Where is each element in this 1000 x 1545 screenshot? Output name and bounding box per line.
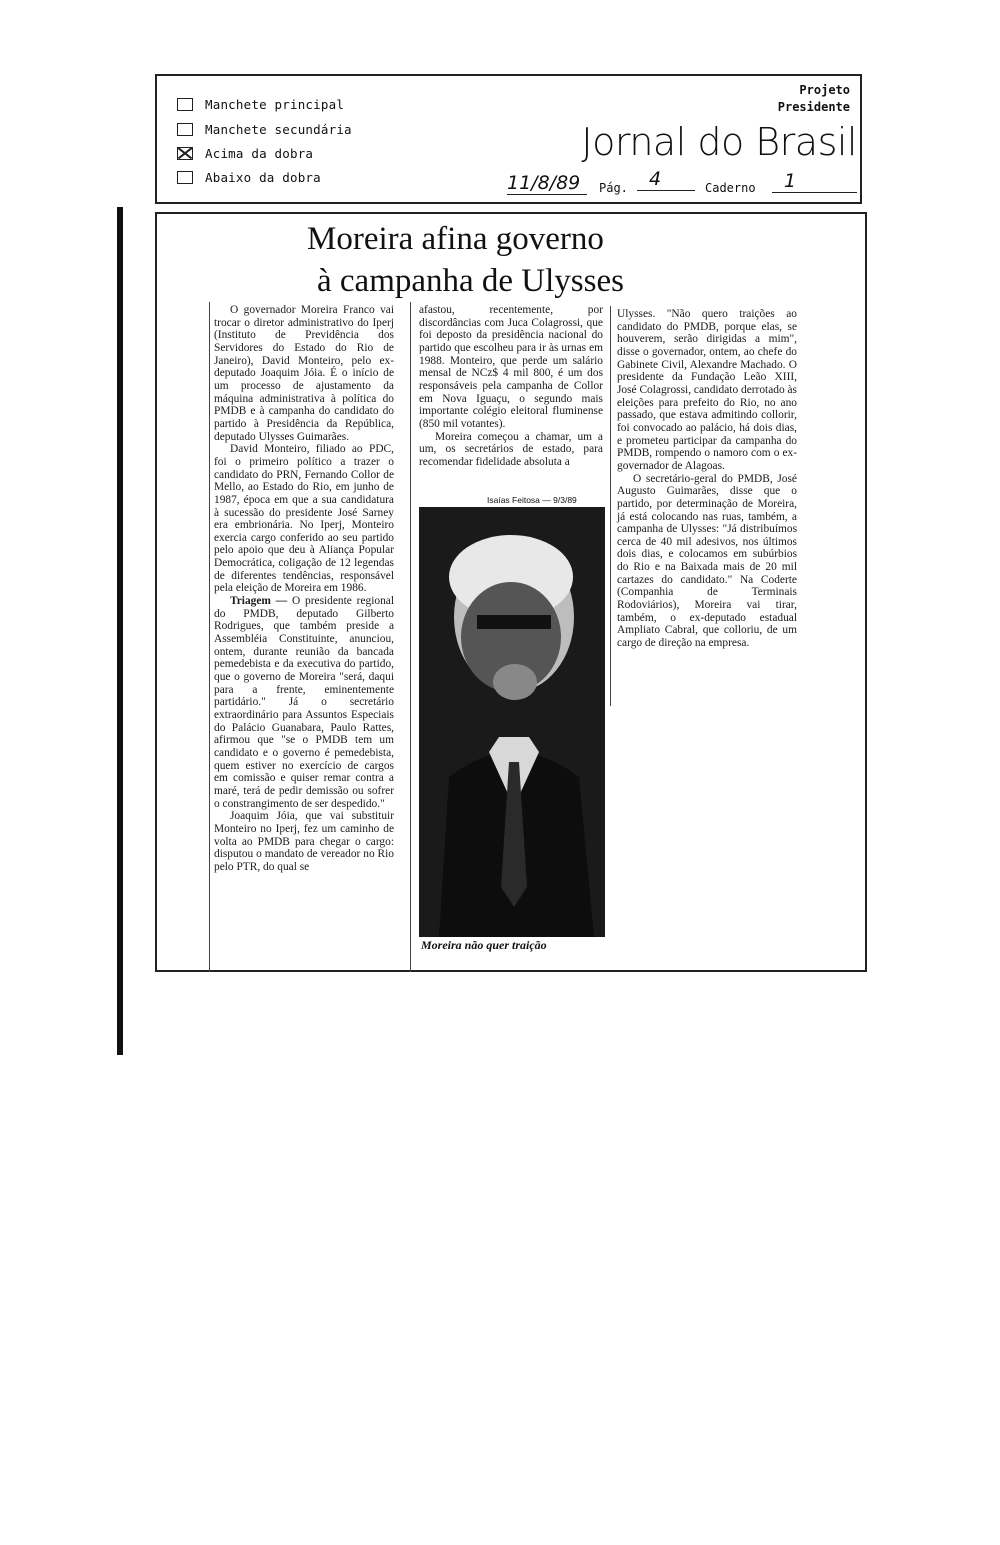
paragraph: afastou, recentemente, por discordâncias com Juca Colagrossi, que foi deposto da presidência nacional do partido que escolheu para ir às urnas em 1988. Monteiro, que perde um salário mensal de NCz$ 4 mil 800, é um dos responsáveis pela campanha de Collor em Nova Iguaçu, o segundo mais importante colégio eleitoral fluminense (850 mil votantes).: [419, 304, 603, 430]
date-value: 11/8/89: [507, 172, 587, 195]
paragraph: O secretário-geral do PMDB, José Augusto Guimarães, disse que o partido, por determinação de Moreira, já está colocando nas ruas, também, a campanha de Ulysses: "Já distribuímos cerca de 40 mil adesivos, nos últimos dois dias, e colocamos em subúrbios do Rio e na Baixada mais de 20 mil cartazes do candidato." Na Coderte (Companhia de Terminais Rodoviários), Moreira vai tirar, também, o ex-deputado estadual Ampliato Cabral, que colloriu, de um cargo de direção na empresa.: [617, 472, 797, 650]
column-rule: [610, 306, 611, 706]
checkbox-label: Manchete secundária: [205, 121, 352, 137]
headline-line-2: à campanha de Ulysses: [317, 263, 624, 299]
column-rule: [410, 302, 411, 972]
page-value: 4: [637, 168, 695, 191]
checkbox-box[interactable]: [177, 123, 193, 136]
section-value: 1: [772, 170, 857, 193]
page-label: Pág.: [599, 181, 628, 195]
paragraph-triagem: [214, 595, 394, 810]
photo-caption: Moreira não quer traição: [421, 938, 547, 952]
checkbox-box[interactable]: [177, 98, 193, 111]
subhead-triagem: Triagem —: [230, 595, 288, 608]
article-column-3: [617, 308, 797, 650]
portrait-image: [419, 507, 605, 937]
portrait-photo: [419, 507, 605, 937]
checkbox-box[interactable]: [177, 171, 193, 184]
checkbox-label: Manchete principal: [205, 96, 345, 112]
checkbox-manchete-principal[interactable]: [177, 94, 344, 114]
checkbox-abaixo-da-dobra[interactable]: [177, 167, 321, 187]
project-line-2: Presidente: [777, 100, 850, 114]
newspaper-masthead: Jornal do Brasil: [581, 120, 857, 164]
column-rule: [209, 302, 210, 972]
article-clipping: [155, 212, 867, 972]
paragraph: David Monteiro, filiado ao PDC, foi o primeiro político a trazer o candidato do PRN, Fernando Collor de Mello, ao Estado do Rio, em junho de 1987, época em que a sua candidatura à sucessão do presidente José Sarney era embrionária. No Iperj, Monteiro exercia cargo conferido ao seu partido pelo apoio que deu à Aliança Popular Democrática, coligação de 12 legendas de diferentes tendências, responsável pela eleição de Moreira em 1986.: [214, 443, 394, 595]
checkbox-acima-da-dobra[interactable]: [177, 143, 313, 163]
checkbox-label: Abaixo da dobra: [205, 169, 321, 185]
checkbox-manchete-secundaria[interactable]: [177, 119, 352, 139]
checked-checkbox-icon[interactable]: [177, 147, 193, 160]
article-column-2: [419, 304, 603, 469]
project-label: [778, 82, 850, 116]
project-line-1: Projeto: [799, 83, 850, 97]
paragraph-text: O presidente regional do PMDB, deputado Gilberto Rodrigues, que também preside a Assembléia Constituinte, anunciou, ontem, durante reunião da bancada pemedebista e da executiva do partido, que o governo de Moreira "será, daqui para a frente, eminentemente partidário." Já o secretário extraordinário para Assuntos Especiais do Palácio Guanabara, Paulo Rattes, afirmou que "se o PMDB tem um candidato e o governo é pemedebista, quem estiver no exercício de cargos em comissão e quiser remar contra a maré, terá de pedir demissão ou sofrer o constrangimento de ser despedido.": [214, 595, 394, 810]
headline-line-1: Moreira afina governo: [307, 221, 604, 257]
paragraph: Ulysses. "Não quero traições ao candidato do PMDB, porque elas, se houverem, serão dirigidas a mim", disse o governador, ontem, ao chefe do Gabinete Civil, Alexandre Machado. O presidente da Fundação Leão XIII, José Colagrossi, candidato derrotado às eleições para prefeito do Rio, no ano passado, que estava admitindo collorir, foi convocado ao palácio, há dois dias, e prometeu participar da campanha do PMDB, rompendo o namoro com o ex-governador de Alagoas.: [617, 308, 797, 472]
paragraph: Joaquim Jóia, que vai substituir Monteiro no Iperj, fez um caminho de volta ao PMDB para chegar o cargo: disputou o mandato de vereador no Rio pelo PTR, do qual se: [214, 810, 394, 873]
paragraph: O governador Moreira Franco vai trocar o diretor administrativo do Iperj (Instituto de Previdência dos Servidores do Estado do Rio de Janeiro), David Monteiro, pelo ex-deputado Joaquim Jóia. É o início de um processo de ajustamento da máquina administrativa à política do PMDB e à campanha do candidato do partido à Presidência da República, deputado Ulysses Guimarães.: [214, 304, 394, 443]
date-page-section-line: [487, 168, 857, 198]
clipping-form-header: [155, 74, 862, 204]
checkbox-label: Acima da dobra: [205, 145, 314, 161]
section-label: Caderno: [705, 181, 756, 195]
article-column-1: [214, 304, 394, 874]
photo-credit: Isaías Feitosa — 9/3/89: [487, 495, 577, 505]
paragraph: Moreira começou a chamar, um a um, os secretários de estado, para recomendar fidelidade absoluta a: [419, 430, 603, 468]
scan-edge-bar: [117, 207, 123, 1055]
